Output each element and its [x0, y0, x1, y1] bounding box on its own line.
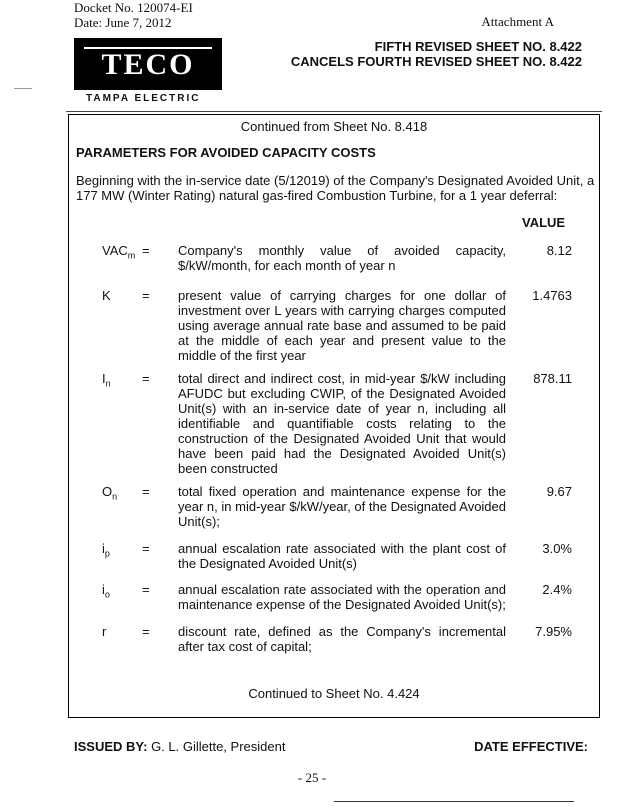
sheet-title-line-1: FIFTH REVISED SHEET NO. 8.422	[374, 39, 582, 54]
sheet-title	[291, 39, 582, 69]
equals-sign: =	[142, 582, 150, 597]
parameter-symbol	[102, 243, 135, 264]
continued-to: Continued to Sheet No. 4.424	[248, 686, 420, 701]
attachment-label: Attachment A	[481, 14, 554, 29]
equals-sign: =	[142, 371, 150, 386]
sheet-title-line-2: CANCELS FOURTH REVISED SHEET NO. 8.422	[290, 54, 582, 69]
parameter-symbol	[102, 371, 111, 392]
parameter-value: 2.4%	[542, 582, 572, 597]
symbol-base: i	[102, 541, 105, 556]
logo-tagline: TAMPA ELECTRIC	[86, 93, 201, 104]
parameter-value: 8.12	[546, 243, 572, 258]
footer-rule	[334, 801, 574, 802]
symbol-base: r	[102, 624, 107, 639]
parameter-description: total fixed operation and maintenance expense for the year n, in mid-year $/kW/year, of the Designated Avoided Unit(s);	[178, 484, 506, 529]
symbol-base: i	[102, 582, 105, 597]
margin-mark	[14, 88, 32, 89]
parameter-value: 878.11	[533, 371, 572, 386]
intro-paragraph: Beginning with the in-service date (5/12019) of the Company's Designated Avoided Unit, a 177 MW (Winter Rating) natural gas-fired Combustion Turbine, for a 1 year deferral:	[76, 173, 595, 203]
docket-block	[74, 0, 193, 30]
filing-date: Date: June 7, 2012	[74, 15, 172, 30]
date-effective: DATE EFFECTIVE:	[474, 739, 588, 754]
symbol-base: VAC	[102, 243, 128, 258]
equals-sign: =	[142, 541, 150, 556]
docket-number: Docket No. 120074-EI	[74, 0, 193, 15]
parameter-value: 3.0%	[542, 541, 572, 556]
parameter-value: 1.4763	[532, 288, 572, 303]
equals-sign: =	[142, 484, 150, 499]
page-number: - 25 -	[297, 770, 327, 785]
symbol-subscript: n	[112, 491, 118, 502]
teco-logo	[74, 38, 222, 90]
symbol-base: I	[102, 371, 106, 386]
symbol-subscript: p	[104, 548, 110, 559]
box-top-rule	[66, 111, 602, 112]
section-heading: PARAMETERS FOR AVOIDED CAPACITY COSTS	[76, 145, 376, 160]
parameter-description: annual escalation rate associated with the operation and maintenance expense of the Designated Avoided Unit(s);	[178, 582, 506, 612]
symbol-subscript: m	[127, 250, 136, 261]
parameter-symbol	[102, 288, 111, 309]
parameter-symbol	[102, 484, 117, 505]
equals-sign: =	[142, 243, 150, 258]
parameter-symbol	[102, 541, 110, 562]
parameter-description: Company's monthly value of avoided capacity, $/kW/month, for each month of year n	[178, 243, 506, 273]
parameter-description: discount rate, defined as the Company's incremental after tax cost of capital;	[178, 624, 506, 654]
symbol-base: K	[102, 288, 111, 303]
equals-sign: =	[142, 624, 150, 639]
parameter-value: 9.67	[546, 484, 572, 499]
symbol-subscript: n	[105, 378, 111, 389]
issued-by	[74, 739, 285, 754]
parameter-symbol	[102, 624, 106, 645]
symbol-base: O	[102, 484, 113, 499]
issued-by-label: ISSUED BY:	[74, 739, 148, 754]
parameter-description: annual escalation rate associated with the plant cost of the Designated Avoided Unit(s)	[178, 541, 506, 571]
parameter-description: total direct and indirect cost, in mid-year $/kW including AFUDC but excluding CWIP, of the Designated Avoided Unit(s) with an in-service date of year n, including all identifiable and quantifiable costs relating to the construction of the Designated Avoided Unit that would have been paid had the Designated Avoided Unit(s) been constructed	[178, 371, 506, 476]
value-column-heading: VALUE	[522, 215, 566, 230]
logo-text: TECO	[101, 48, 195, 81]
equals-sign: =	[142, 288, 150, 303]
continued-from: Continued from Sheet No. 8.418	[240, 119, 428, 134]
parameter-description: present value of carrying charges for one dollar of investment over L years with carrying charges computed using average annual rate base and assumed to be paid at the middle of each year and present value to the middle of the first year	[178, 288, 506, 363]
parameter-value: 7.95%	[535, 624, 572, 639]
issued-by-name: G. L. Gillette, President	[151, 739, 286, 754]
parameter-symbol	[102, 582, 110, 603]
symbol-subscript: o	[104, 589, 110, 600]
